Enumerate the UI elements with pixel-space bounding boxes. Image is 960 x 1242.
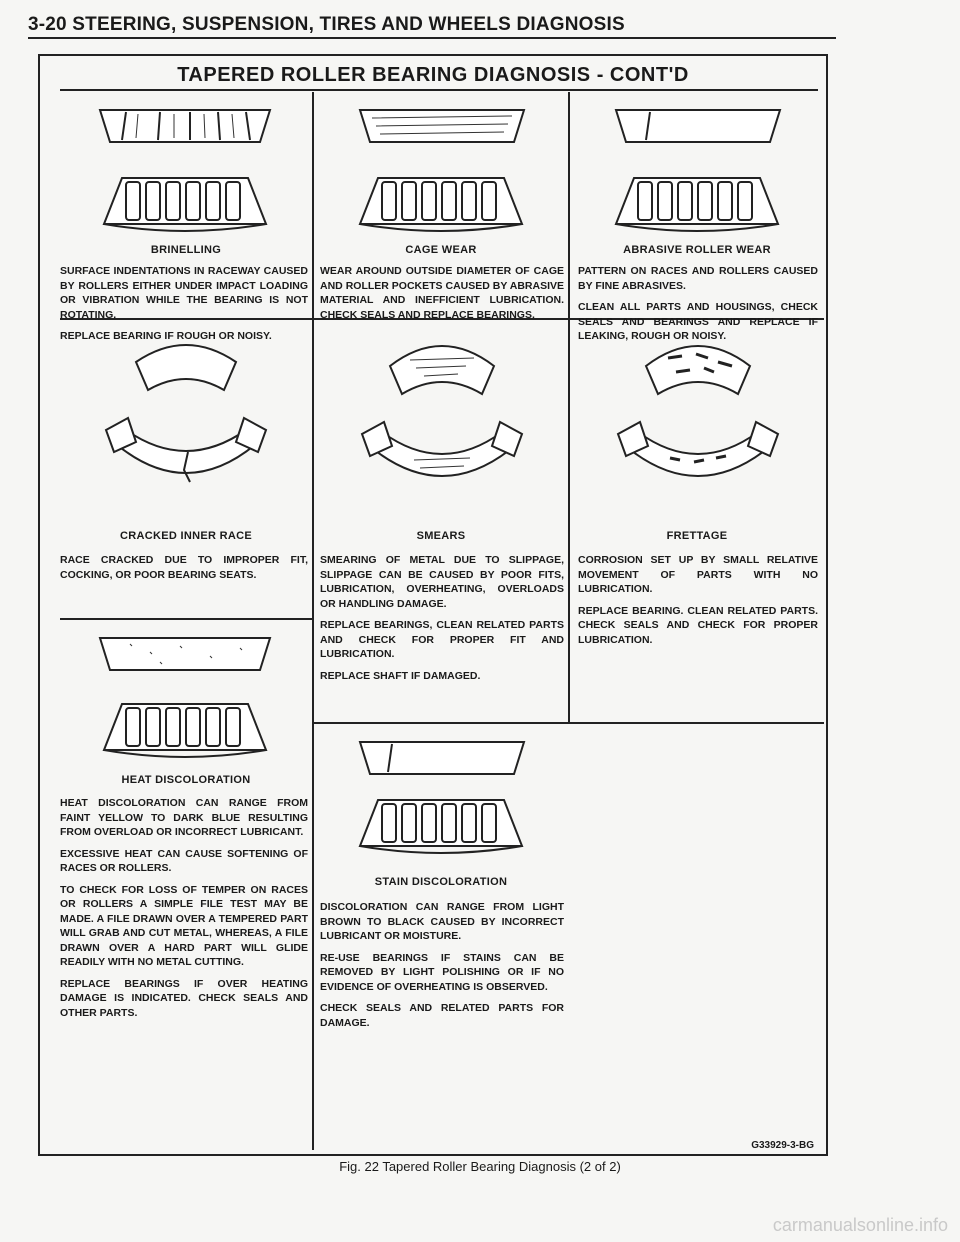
smeared-race-illustration <box>354 332 530 502</box>
cracked-cause: RACE CRACKED DUE TO IMPROPER FIT, COCKING, OR POOR BEARING SEATS. <box>60 554 308 581</box>
abrasive-action: CLEAN ALL PARTS AND HOUSINGS, CHECK SEALS AND BEARINGS AND REPLACE IF LEAKING, ROUGH OR NOISY. <box>578 301 818 342</box>
frettage-cause: CORROSION SET UP BY SMALL RELATIVE MOVEMENT OF PARTS WITH NO LUBRICATION. <box>578 554 818 595</box>
title-rule <box>60 89 818 91</box>
cage-wear-cause: WEAR AROUND OUTSIDE DIAMETER OF CAGE AND ROLLER POCKETS CAUSED BY ABRASIVE MATERIAL AND INEFFICIENT LUBRICATION. CHECK SEALS AND REPLACE BEARINGS. <box>320 265 564 321</box>
label-heat-discoloration: HEAT DISCOLORATION <box>121 774 251 786</box>
label-brinelling: BRINELLING <box>150 244 222 256</box>
smears-cause: SMEARING OF METAL DUE TO SLIPPAGE, SLIPPAGE CAN BE CAUSED BY POOR FITS, LUBRICATION, OVERHEATING, OVERLOADS OR HANDLING DAMAGE. <box>320 554 564 610</box>
heat-softening: EXCESSIVE HEAT CAN CAUSE SOFTENING OF RACES OR ROLLERS. <box>60 847 308 874</box>
abrasive-cause: PATTERN ON RACES AND ROLLERS CAUSED BY FINE ABRASIVES. <box>578 265 818 292</box>
text-stain-discoloration <box>320 900 564 1037</box>
cracked-race-illustration <box>96 332 276 502</box>
panel-brinelling <box>60 92 312 342</box>
panel-cracked-inner-race <box>60 320 312 618</box>
heat-action: REPLACE BEARINGS IF OVER HEATING DAMAGE IS INDICATED. CHECK SEALS AND OTHER PARTS. <box>60 977 308 1019</box>
watermark: carmanualsonline.info <box>772 1215 948 1235</box>
cup-illustration <box>352 734 532 780</box>
text-frettage <box>578 553 818 654</box>
label-frettage: FRETTAGE <box>666 530 728 542</box>
chart-title: TAPERED ROLLER BEARING DIAGNOSIS - CONT'D <box>177 64 689 86</box>
smears-shaft: REPLACE SHAFT IF DAMAGED. <box>320 669 481 682</box>
text-heat-discoloration <box>60 796 308 1027</box>
cone-roller-illustration <box>356 168 526 240</box>
cup-illustration <box>90 630 280 676</box>
text-smears <box>320 553 564 690</box>
panel-abrasive-roller-wear <box>570 92 824 342</box>
cone-roller-illustration <box>100 694 270 766</box>
text-cracked-inner-race <box>60 553 308 589</box>
cup-illustration <box>608 102 788 148</box>
brinelling-cause: SURFACE INDENTATIONS IN RACEWAY CAUSED BY ROLLERS EITHER UNDER IMPACT LOADING OR VIBRATION WHILE THE BEARING IS NOT ROTATING. <box>60 265 308 321</box>
panel-heat-discoloration <box>60 620 312 1156</box>
brinelling-action: REPLACE BEARING IF ROUGH OR NOISY. <box>60 330 272 342</box>
panel-smears <box>314 320 568 722</box>
cone-roller-illustration <box>356 790 526 862</box>
panel-cage-wear <box>314 92 568 321</box>
stain-action: CHECK SEALS AND RELATED PARTS FOR DAMAGE. <box>320 1002 564 1029</box>
panel-stain-discoloration <box>314 724 568 1154</box>
cone-roller-illustration <box>612 168 782 240</box>
cup-illustration <box>90 102 280 148</box>
smears-action: REPLACE BEARINGS, CLEAN RELATED PARTS AND CHECK FOR PROPER FIT AND LUBRICATION. <box>320 619 564 660</box>
label-cracked-inner-race: CRACKED INNER RACE <box>120 530 252 542</box>
heat-file-test: TO CHECK FOR LOSS OF TEMPER ON RACES OR ROLLERS A SIMPLE FILE TEST MAY BE MADE. A FILE DRAWN OVER A TEMPERED PART WILL GRAB AND CUT METAL, WHEREAS, A FILE DRAWN OVER A HARD PART WILL GLIDE READILY WITH NO METAL CUTTING. <box>60 883 308 968</box>
cup-illustration <box>352 102 532 148</box>
label-stain-discoloration: STAIN DISCOLORATION <box>374 876 508 888</box>
page-header: 3-20 STEERING, SUSPENSION, TIRES AND WHEELS DIAGNOSIS <box>28 14 625 35</box>
label-abrasive-roller-wear: ABRASIVE ROLLER WEAR <box>623 244 771 256</box>
heat-cause: HEAT DISCOLORATION CAN RANGE FROM FAINT YELLOW TO DARK BLUE RESULTING FROM OVERLOAD OR INCORRECT LUBRICANT. <box>60 797 308 838</box>
header-rule <box>28 37 836 39</box>
frettage-race-illustration <box>610 332 786 502</box>
label-cage-wear: CAGE WEAR <box>405 244 477 256</box>
figure-code: G33929-3-BG <box>751 1140 814 1151</box>
stain-reuse: RE-USE BEARINGS IF STAINS CAN BE REMOVED BY LIGHT POLISHING OR IF NO EVIDENCE OF OVERHEATING IS OBSERVED. <box>320 951 564 993</box>
diagnosis-frame <box>38 54 828 1156</box>
cone-roller-illustration <box>100 168 270 240</box>
stain-cause: DISCOLORATION CAN RANGE FROM LIGHT BROWN TO BLACK CAUSED BY INCORRECT LUBRICANT OR MOISTURE. <box>320 901 564 942</box>
figure-caption: Fig. 22 Tapered Roller Bearing Diagnosis (2 of 2) <box>339 1159 621 1174</box>
label-smears: SMEARS <box>416 530 466 542</box>
frettage-action: REPLACE BEARING. CLEAN RELATED PARTS. CHECK SEALS AND CHECK FOR PROPER LUBRICATION. <box>578 604 818 646</box>
panel-frettage <box>570 320 824 722</box>
